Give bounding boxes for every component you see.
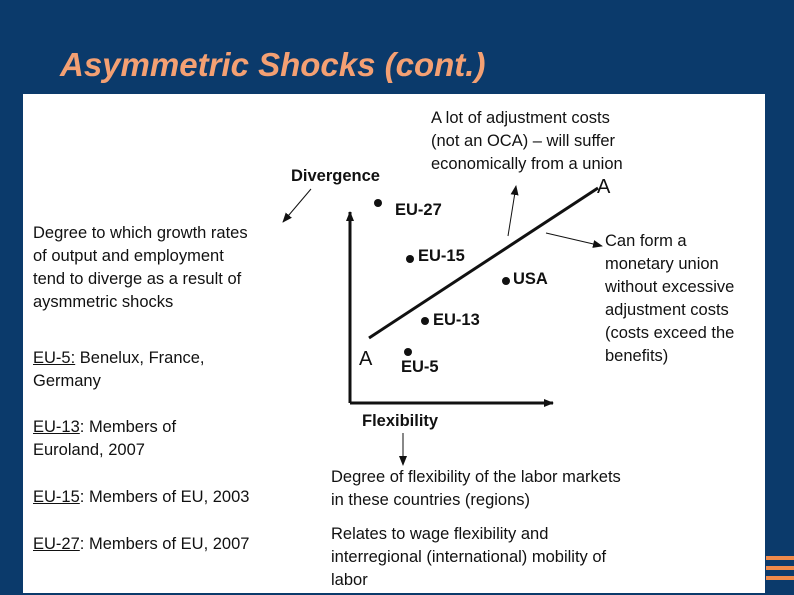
line-label-bottom: A — [359, 348, 373, 370]
definition-term: EU-13 — [33, 418, 80, 436]
divergence-description: Degree to which growth rates of output and employment tend to diverge as a result of aysmmetric shocks — [33, 224, 248, 311]
label-eu13: EU-13 — [433, 311, 480, 329]
label-eu27: EU-27 — [395, 201, 442, 219]
point-eu15 — [406, 255, 414, 263]
flexibility-relates-note: Relates to wage flexibility and interregional (international) mobility of labor — [331, 525, 607, 589]
flexibility-label: Flexibility — [362, 412, 439, 430]
adjustment-arrow — [508, 186, 516, 236]
union-arrow — [546, 233, 602, 246]
point-eu5 — [404, 348, 412, 356]
definition-eu13: EU-13: Members of Euroland, 2007 — [33, 418, 177, 459]
slide-title: Asymmetric Shocks (cont.) — [60, 46, 486, 83]
point-eu13 — [421, 317, 429, 325]
monetary-union-note: Can form a monetary union without excessive adjustment costs (costs exceed the benefits) — [605, 232, 735, 365]
label-usa: USA — [513, 270, 548, 288]
definition-eu5: EU-5: Benelux, France, Germany — [33, 349, 205, 390]
divergence-label: Divergence — [291, 167, 380, 185]
decorative-bars — [766, 556, 794, 586]
divergence-arrow — [283, 189, 311, 222]
flexibility-description: Degree of flexibility of the labor markets in these countries (regions) — [331, 468, 621, 509]
adjustment-costs-note: A lot of adjustment costs (not an OCA) – will suffer economically from a union — [431, 109, 623, 173]
label-eu15: EU-15 — [418, 247, 465, 265]
point-eu27 — [374, 199, 382, 207]
definition-eu15: EU-15: Members of EU, 2003 — [33, 488, 250, 506]
definition-term: EU-27 — [33, 535, 80, 553]
definition-term: EU-15 — [33, 488, 80, 506]
definition-term: EU-5: — [33, 349, 76, 367]
label-eu5: EU-5 — [401, 358, 439, 376]
line-label-top: A — [597, 176, 611, 198]
point-usa — [502, 277, 510, 285]
definition-eu27: EU-27: Members of EU, 2007 — [33, 535, 250, 553]
